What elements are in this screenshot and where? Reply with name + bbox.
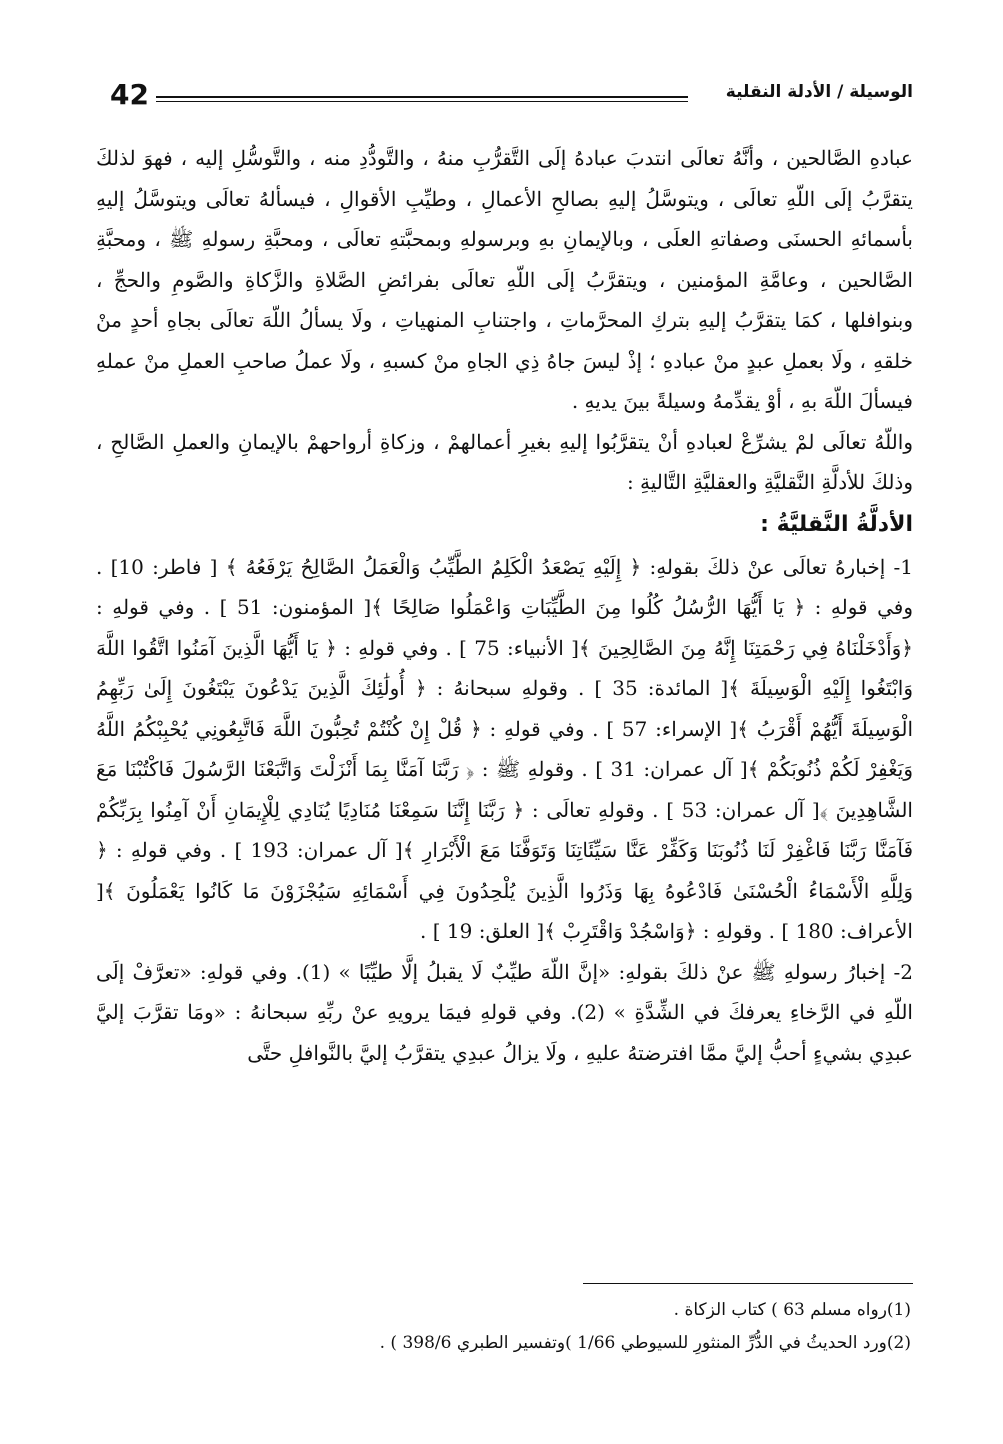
body-text	[96, 138, 913, 1073]
evidence-item-1: 1- إخبارهُ تعالَى عنْ ذلكَ بقولهِ: ﴿ إِلَيْهِ يَصْعَدُ الْكَلِمُ الطَّيِّبُ وَالْعَمَلُ الصَّالِحُ يَرْفَعُهُ ﴾ [ فاطر: 10] . وفي قولهِ : ﴿ يَا أَيُّهَا الرُّسُلُ كُلُوا مِنَ الطَّيِّبَاتِ وَاعْمَلُوا صَالِحًا ﴾[ المؤمنون: 51 ] . وفي قولهِ : ﴿وَأَدْخَلْنَاهُ فِي رَحْمَتِنَا إِنَّهُ مِنَ الصَّالِحِينَ ﴾[ الأنبياء: 75 ] . وفي قولهِ : ﴿ يَا أَيُّهَا الَّذِينَ آمَنُوا اتَّقُوا اللَّهَ وَابْتَغُوا إِلَيْهِ الْوَسِيلَةَ ﴾[ المائدة: 35 ] . وقولهِ سبحانهُ : ﴿ أُولَٰئِكَ الَّذِينَ يَدْعُونَ يَبْتَغُونَ إِلَىٰ رَبِّهِمُ الْوَسِيلَةَ أَيُّهُمْ أَقْرَبُ ﴾[ الإسراء: 57 ] . وفي قولهِ : ﴿ قُلْ إِنْ كُنْتُمْ تُحِبُّونَ اللَّهَ فَاتَّبِعُونِي يُحْبِبْكُمُ اللَّهُ وَيَغْفِرْ لَكُمْ ذُنُوبَكُمْ ﴾[ آل عمران: 31 ] . وقولهِ ﷺ : ﴿ رَبَّنَا آمَنَّا بِمَا أَنْزَلْتَ وَاتَّبَعْنَا الرَّسُولَ فَاكْتُبْنَا مَعَ الشَّاهِدِينَ ﴾[ آل عمران: 53 ] . وقولهِ تعالَى : ﴿ رَبَّنَا إِنَّنَا سَمِعْنَا مُنَادِيًا يُنَادِي لِلْإِيمَانِ أَنْ آمِنُوا بِرَبِّكُمْ فَآمَنَّا رَبَّنَا فَاغْفِرْ لَنَا ذُنُوبَنَا وَكَفِّرْ عَنَّا سَيِّئَاتِنَا وَتَوَفَّنَا مَعَ الْأَبْرَارِ ﴾[ آل عمران: 193 ] . وفي قولهِ : ﴿ وَلِلَّهِ الْأَسْمَاءُ الْحُسْنَىٰ فَادْعُوهُ بِهَا وَذَرُوا الَّذِينَ يُلْحِدُونَ فِي أَسْمَائِهِ سَيُجْزَوْنَ مَا كَانُوا يَعْمَلُونَ ﴾[ الأعراف: 180 ] . وقولهِ : ﴿وَاسْجُدْ وَاقْتَرِبْ ﴾[ العلق: 19 ] .	[96, 554, 914, 943]
footnote-2: (2)ورد الحديثُ في الدُّرِّ المنثورِ للسيوطي 1/66 )وتفسير الطبري 398/6 ) .	[379, 1333, 911, 1353]
header-rule	[156, 96, 688, 102]
footnote-rule	[583, 1283, 913, 1284]
paragraph-statement: واللّهُ تعالَى لمْ يشرِّعْ لعبادهِ أنْ يتقرَّبُوا إليهِ بغيرِ أعمالهمْ ، وزكاةِ أرواحهمْ بالإيمانِ والعملِ الصَّالحِ ، وذلكَ للأدلَّةِ النَّقليَّةِ والعقليَّةِ التَّاليةِ :	[96, 429, 913, 494]
section-heading: الأدلَّةُ النَّقليَّةُ :	[760, 511, 913, 537]
footnote-1: (1)رواه مسلم 63 ) كتاب الزكاة .	[673, 1300, 911, 1320]
running-title: الوسيلة / الأدلة النقلية	[725, 82, 913, 102]
page-header	[110, 78, 913, 118]
paragraph-intro: عبادهِ الصَّالحين ، وأنَّهُ تعالَى انتدبَ عبادهُ إلَى التَّقرُّبِ منهُ ، والتَّودُّدِ منه ، والتَّوسُّلِ إليه ، فهوَ لذلكَ يتقرَّبُ إلَى اللّهِ تعالَى ، ويتوسَّلُ إليهِ بصالحِ الأعمالِ ، وطيِّبِ الأقوالِ ، فيسألهُ تعالَى ويتوسَّلُ إليهِ بأسمائهِ الحسنَى وصفاتهِ العلَى ، وبالإيمانِ بهِ وبرسولهِ وبمحبَّتهِ تعالَى ، ومحبَّةِ رسولهِ ﷺ ، ومحبَّةِ الصَّالحين ، وعامَّةِ المؤمنين ، ويتقرَّبُ إلَى اللّهِ تعالَى بفرائضِ الصَّلاةِ والزَّكاةِ والصَّومِ والحجِّ ، وبنوافلها ، كمَا يتقرَّبُ إليهِ بتركِ المحرَّماتِ ، واجتنابِ المنهياتِ ، ولَا يسألُ اللّهَ تعالَى بجاهِ أحدٍ منْ خلقهِ ، ولَا بعملِ عبدٍ منْ عبادهِ ؛ إذْ ليسَ جاهُ ذِي الجاهِ منْ كسبهِ ، ولَا عملُ صاحبِ العملِ منْ عملهِ فيسألَ اللّهَ بهِ ، أوْ يقدِّمهُ وسيلةً بينَ يديهِ .	[96, 146, 913, 413]
page-number: 42	[110, 78, 149, 111]
evidence-item-2: 2- إخبارُ رسولهِ ﷺ عنْ ذلكَ بقولهِ: «إنَّ اللّهَ طيِّبٌ لَا يقبلُ إلَّا طيِّبًا » (1). وفي قولهِ: «تعرَّفْ إلَى اللّهِ في الرَّخاءِ يعرفكَ في الشِّدَّةِ » (2). وفي قولهِ فيمَا يرويهِ عنْ ربِّهِ سبحانهُ : «ومَا تقرَّبَ إليَّ عبدِي بشيءٍ أحبُّ إليَّ ممَّا افترضتهُ عليهِ ، ولَا يزالُ عبدِي يتقرَّبُ إليَّ بالنَّوافلِ حتَّى	[96, 959, 913, 1065]
footnotes	[96, 1294, 911, 1360]
